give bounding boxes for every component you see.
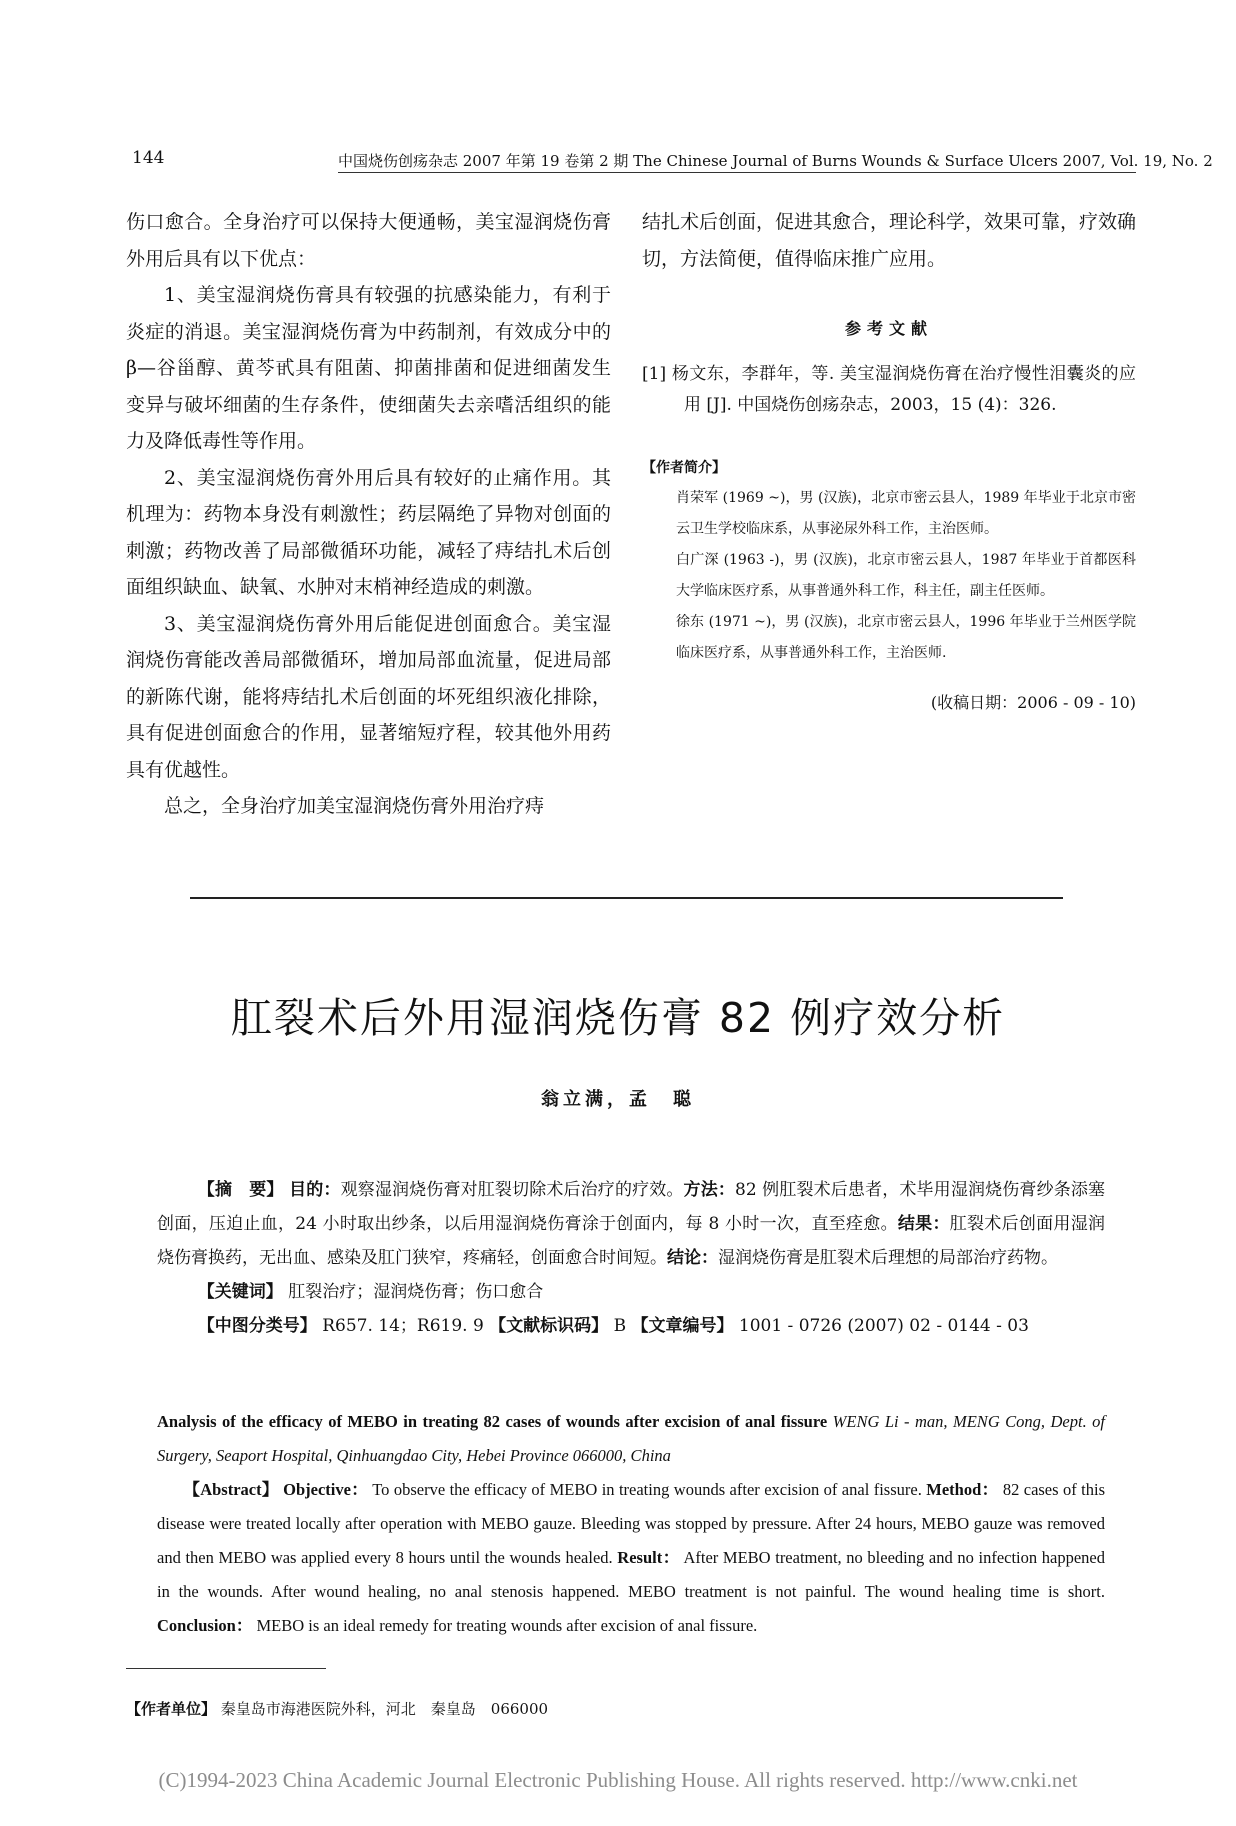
english-objective: To observe the efficacy of MEBO in treating wounds after excision of anal fissure. — [372, 1480, 922, 1499]
article-separator — [190, 897, 1063, 899]
left-paragraph-1: 伤口愈合。全身治疗可以保持大便通畅，美宝湿润烧伤膏外用后具有以下优点： — [126, 211, 611, 270]
english-abstract — [157, 1405, 1105, 1643]
author-bio: 白广深 (1963 -)，男 (汉族)，北京市密云县人，1987 年毕业于首都医科大学临床医疗系，从事普通外科工作，科主任，副主任医师。 — [676, 552, 1136, 599]
keywords-tag: 【关键词】 — [197, 1282, 283, 1302]
english-title: Analysis of the efficacy of MEBO in treating 82 cases of wounds after excision of anal fissure — [157, 1412, 828, 1431]
left-paragraph-4: 3、美宝湿润烧伤膏外用后能促进创面愈合。美宝湿润烧伤膏能改善局部微循环，增加局部血流量，促进局部的新陈代谢，能将痔结扎术后创面的坏死组织液化排除，具有促进创面愈合的作用，显著缩短疗程，较其他外用药具有优越性。 — [126, 612, 611, 781]
left-paragraph-3: 2、美宝湿润烧伤膏外用后具有较好的止痛作用。其机理为：药物本身没有刺激性；药层隔绝了异物对创面的刺激；药物改善了局部微循环功能，减轻了痔结扎术后创面组织缺血、缺氧、水肿对末梢神经造成的刺激。 — [126, 466, 611, 598]
abstract-paragraph — [157, 1173, 1105, 1275]
author-bio: 肖荣军 (1969 ~)，男 (汉族)，北京市密云县人，1989 年毕业于北京市密云卫生学校临床系，从事泌尿外科工作，主治医师。 — [676, 490, 1136, 537]
author-bio: 徐东 (1971 ~)，男 (汉族)，北京市密云县人，1996 年毕业于兰州医学院临床医疗系，从事普通外科工作，主治医师. — [676, 614, 1136, 661]
page-number: 144 — [132, 148, 165, 168]
result-label: 结果： — [897, 1214, 950, 1234]
method-label: 方法： — [683, 1180, 735, 1200]
objective-label: 目的： — [289, 1180, 341, 1200]
article-number-value: 1001 - 0726 (2007) 02 - 0144 - 03 — [738, 1316, 1029, 1336]
affiliation-text: 秦皇岛市海港医院外科，河北 秦皇岛 066000 — [220, 1700, 549, 1718]
english-title-line — [157, 1405, 1105, 1473]
header-rule — [338, 172, 1136, 173]
english-method-label: Method： — [926, 1480, 999, 1499]
author-intro-title: 【作者简介】 — [642, 460, 726, 476]
classification-line — [157, 1309, 1105, 1343]
method-text: 82 例肛裂术后患者，术毕用湿润烧伤膏纱条添塞创面，压迫止血，24 小时取出纱条，以后用湿润烧伤膏涂于创面内，每 8 小时一次，直至痊愈。 — [157, 1180, 1106, 1234]
footnote-rule — [126, 1668, 326, 1669]
article-title: 肛裂术后外用湿润烧伤膏 82 例疗效分析 — [230, 994, 1006, 1042]
english-result: After MEBO treatment, no bleeding and no infection happened in the wounds. After wound healing, no anal stenosis happened. MEBO treatment is not painful. The wound healing time is short. — [157, 1548, 1105, 1601]
english-objective-label: Objective： — [283, 1480, 369, 1499]
english-method: 82 cases of this disease were treated locally after operation with MEBO gauze. Bleeding was stopped by pressure. After 24 hours, MEBO gauze was removed and then MEBO was applied every 8 hours until the wounds healed. — [157, 1480, 1106, 1567]
affiliation-tag: 【作者单位】 — [126, 1700, 217, 1718]
english-abstract-paragraph — [157, 1473, 1105, 1643]
doc-code-value: B — [613, 1316, 627, 1336]
right-column — [642, 204, 1136, 715]
left-column — [126, 204, 611, 825]
english-abstract-tag: 【Abstract】 — [183, 1480, 279, 1499]
author-affiliation — [126, 1698, 548, 1719]
classification-tag: 【中图分类号】 — [197, 1316, 317, 1336]
objective-text: 观察湿润烧伤膏对肛裂切除术后治疗的疗效。 — [340, 1180, 684, 1200]
keywords-text: 肛裂治疗；湿润烧伤膏；伤口愈合 — [288, 1282, 544, 1302]
running-head: 中国烧伤创疡杂志 2007 年第 19 卷第 2 期 The Chinese Journal of Burns Wounds & Surface Ulcers 2007, Vol. 19, No. 2 — [338, 152, 1213, 170]
english-conclusion-label: Conclusion： — [157, 1616, 253, 1635]
english-conclusion: MEBO is an ideal remedy for treating wounds after excision of anal fissure. — [256, 1616, 758, 1635]
references-title: 参考文献 — [844, 319, 933, 338]
conclusion-label: 结论： — [667, 1248, 718, 1268]
abstract-tag: 【摘 要】 — [197, 1180, 284, 1200]
copyright-watermark: (C)1994-2023 China Academic Journal Electronic Publishing House. All rights reserved. http://www.cnki.net — [158, 1768, 1078, 1792]
conclusion-text: 湿润烧伤膏是肛裂术后理想的局部治疗药物。 — [718, 1248, 1058, 1268]
english-authors-affiliation: WENG Li - man, MENG Cong, Dept. of Surgery, Seaport Hospital, Qinhuangdao City, Hebei Province 066000, China — [157, 1412, 1105, 1465]
chinese-abstract — [157, 1173, 1105, 1343]
doc-code-tag: 【文献标识码】 — [489, 1316, 609, 1336]
article-number-tag: 【文章编号】 — [631, 1316, 734, 1336]
right-paragraph-1: 结扎术后创面，促进其愈合，理论科学，效果可靠，疗效确切，方法简便，值得临床推广应用。 — [642, 211, 1137, 270]
result-text: 肛裂术后创面用湿润烧伤膏换药，无出血、感染及肛门狭窄，疼痛轻，创面愈合时间短。 — [157, 1214, 1106, 1268]
left-paragraph-2: 1、美宝湿润烧伤膏具有较强的抗感染能力，有利于炎症的消退。美宝湿润烧伤膏为中药制剂，有效成分中的β—谷甾醇、黄芩甙具有阻菌、抑菌排菌和促进细菌发生变异与破坏细菌的生存条件，使细菌失去亲嗜活组织的能力及降低毒性等作用。 — [126, 284, 611, 452]
article-authors: 翁立满，孟 聪 — [541, 1089, 695, 1110]
english-result-label: Result： — [617, 1548, 680, 1567]
reference-item: [1] 杨文东，李群年，等. 美宝湿润烧伤膏在治疗慢性泪囊炎的应用 [J]. 中国烧伤创疡杂志，2003，15 (4)：326. — [642, 364, 1136, 415]
left-paragraph-5: 总之，全身治疗加美宝湿润烧伤膏外用治疗痔 — [164, 795, 545, 817]
classification-value: R657. 14；R619. 9 — [322, 1316, 484, 1336]
keywords-line — [157, 1275, 1105, 1309]
received-date: (收稿日期：2006 - 09 - 10) — [930, 693, 1136, 712]
